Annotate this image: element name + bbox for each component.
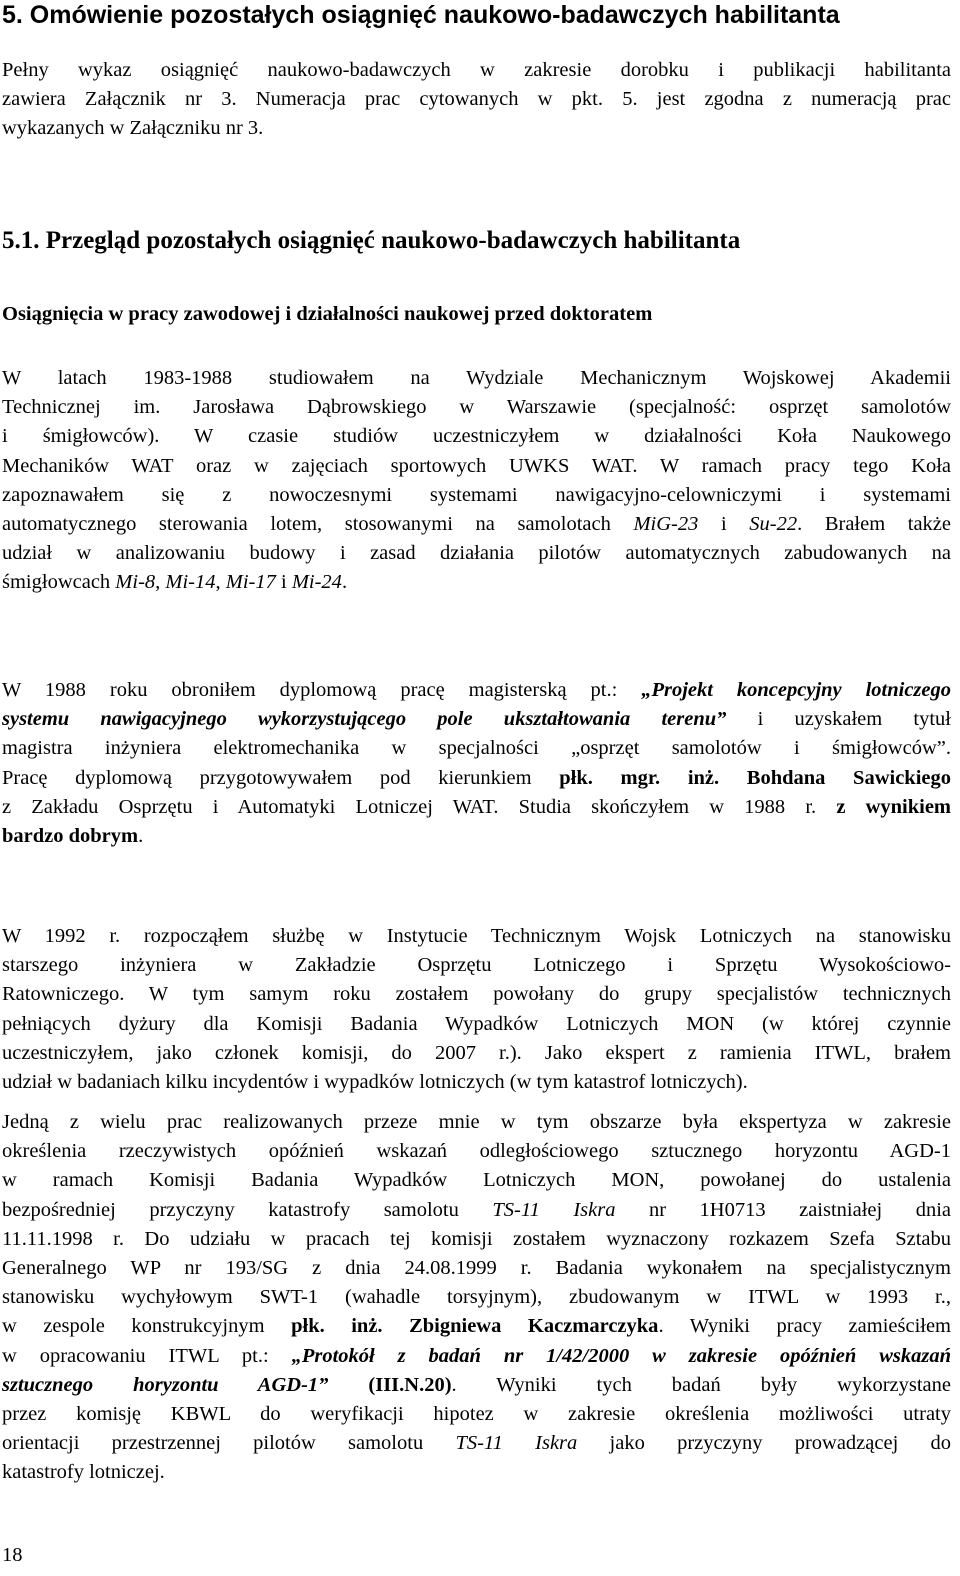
text-line: katastrofy lotniczej.	[2, 1461, 165, 1484]
text-line: Ratowniczego. W tym samym roku zostałem powołany do grupy specjalistów technicznych	[2, 983, 951, 1006]
aircraft-name: MiG-23	[633, 512, 699, 535]
text-line: Technicznej im. Jarosława Dąbrowskiego w Warszawie (specjalność: osprzęt samolotów	[2, 396, 951, 419]
report-title: sztucznego horyzontu AGD-1”	[2, 1373, 329, 1396]
text-line: udział w analizowaniu budowy i zasad działania pilotów automatycznych zabudowanych na	[2, 542, 951, 565]
text-line: bardzo dobrym.	[2, 824, 144, 847]
text-line: Generalnego WP nr 193/SG z dnia 24.08.1999 r. Badania wykonałem na specjalistycznym	[2, 1256, 951, 1279]
text-line: W 1988 roku obroniłem dyplomową pracę magisterską pt.: „Projekt koncepcyjny lotniczego	[2, 679, 951, 701]
expertise-paragraph	[2, 1108, 951, 1487]
text-line: z Zakładu Osprzętu i Automatyki Lotniczej WAT. Studia skończyłem w 1988 r. z wynikiem	[2, 795, 951, 818]
text-line: zapoznawałem się z nowoczesnymi systemami nawigacyjno-celowniczymi i systemami	[2, 483, 951, 506]
text-line: w ramach Komisji Badania Wypadków Lotniczych MON, powołanej do ustalenia	[2, 1169, 951, 1192]
text-line: bezpośredniej przyczyny katastrofy samolotu TS-11 Iskra nr 1H0713 zaistniałej dnia	[2, 1198, 951, 1221]
section-heading: 5.1. Przegląd pozostałych osiągnięć naukowo-badawczych habilitanta	[2, 227, 741, 254]
text-line: Pełny wykaz osiągnięć naukowo-badawczych w zakresie dorobku i publikacji habilitanta	[2, 59, 951, 81]
thesis-title: systemu nawigacyjnego wykorzystującego pole ukształtowania terenu”	[2, 708, 727, 731]
text-line: automatycznego sterowania lotem, stosowanymi na samolotach MiG-23 i Su-22. Brałem także	[2, 512, 951, 535]
reference-code: (III.N.20)	[368, 1373, 452, 1396]
supervisor-name: płk. mgr. inż. Bohdana Sawickiego	[559, 766, 951, 789]
aircraft-name: TS-11 Iskra	[492, 1198, 616, 1221]
service-paragraph	[2, 922, 951, 1097]
page-number: 18	[2, 1544, 23, 1566]
subsection-heading: Osiągnięcia w pracy zawodowej i działalności naukowej przed doktoratem	[2, 303, 653, 325]
intro-paragraph	[2, 56, 951, 144]
helicopter-name: Mi-8	[115, 571, 156, 594]
text-line: Jedną z wielu prac realizowanych przeze mnie w tym obszarze była ekspertyza w zakresie	[2, 1111, 951, 1133]
constructor-name: płk. inż. Zbigniewa Kaczmarczyka	[291, 1315, 659, 1338]
text-line: wykazanych w Załączniku nr 3.	[2, 117, 264, 140]
report-title: „Protokół z badań nr 1/42/2000 w zakresie opóźnień wskazań	[291, 1344, 951, 1367]
text-line: Pracę dyplomową przygotowywałem pod kierunkiem płk. mgr. inż. Bohdana Sawickiego	[2, 766, 951, 789]
studies-paragraph	[2, 364, 951, 598]
text-line: systemu nawigacyjnego wykorzystującego pole ukształtowania terenu” i uzyskałem tytuł	[2, 708, 951, 731]
text-line: pełniących dyżury dla Komisji Badania Wypadków Lotniczych MON (w której czynnie	[2, 1012, 951, 1035]
text-line: i śmigłowców). W czasie studiów uczestniczyłem w działalności Koła Naukowego	[2, 425, 951, 448]
thesis-title: „Projekt koncepcyjny lotniczego	[641, 679, 951, 701]
text-line: zawiera Załącznik nr 3. Numeracja prac cytowanych w pkt. 5. jest zgodna z numeracją prac	[2, 88, 951, 111]
aircraft-name: Su-22	[749, 512, 798, 535]
text-line: W 1992 r. rozpocząłem służbę w Instytucie Technicznym Wojsk Lotniczych na stanowisku	[2, 925, 951, 947]
helicopter-name: Mi-17	[225, 571, 276, 594]
text-line: przez komisję KBWL do weryfikacji hipotez w zakresie określenia możliwości utraty	[2, 1402, 951, 1425]
text-line: magistra inżyniera elektromechanika w specjalności „osprzęt samolotów i śmigłowców”.	[2, 737, 951, 760]
aircraft-name: TS-11 Iskra	[455, 1432, 578, 1455]
helicopter-name: Mi-14	[165, 571, 216, 594]
text-line: określenia rzeczywistych opóźnień wskazań odległościowego sztucznego horyzontu AGD-1	[2, 1140, 951, 1163]
text-line: udział w badaniach kilku incydentów i wypadków lotniczych (w tym katastrof lotniczych).	[2, 1070, 748, 1093]
text-line: śmigłowcach Mi-8, Mi-14, Mi-17 i Mi-24.	[2, 571, 348, 594]
thesis-paragraph	[2, 676, 951, 851]
text-line: Mechaników WAT oraz w zajęciach sportowych UWKS WAT. W ramach pracy tego Koła	[2, 454, 951, 477]
text-line: W latach 1983-1988 studiowałem na Wydziale Mechanicznym Wojskowej Akademii	[2, 367, 951, 389]
text-line: w opracowaniu ITWL pt.: „Protokół z badań nr 1/42/2000 w zakresie opóźnień wskazań	[2, 1344, 951, 1367]
text-line: uczestniczyłem, jako członek komisji, do 2007 r.). Jako ekspert z ramienia ITWL, brałem	[2, 1041, 951, 1064]
chapter-heading: 5. Omówienie pozostałych osiągnięć naukowo-badawczych habilitanta	[2, 1, 840, 29]
text-line: sztucznego horyzontu AGD-1” (III.N.20). Wyniki tych badań były wykorzystane	[2, 1373, 951, 1396]
text-line: w zespole konstrukcyjnym płk. inż. Zbigniewa Kaczmarczyka. Wyniki pracy zamieściłem	[2, 1315, 951, 1338]
text-line: orientacji przestrzennej pilotów samolotu TS-11 Iskra jako przyczyny prowadzącej do	[2, 1432, 951, 1455]
text-line: stanowisku wychyłowym SWT-1 (wahadle torsyjnym), zbudowanym w ITWL w 1993 r.,	[2, 1286, 951, 1309]
text-line: 11.11.1998 r. Do udziału w pracach tej komisji zostałem wyznaczony rozkazem Szefa Sztabu	[2, 1227, 951, 1250]
text-line: starszego inżyniera w Zakładzie Osprzętu Lotniczego i Sprzętu Wysokościowo-	[2, 954, 951, 977]
helicopter-name: Mi-24	[291, 571, 342, 594]
